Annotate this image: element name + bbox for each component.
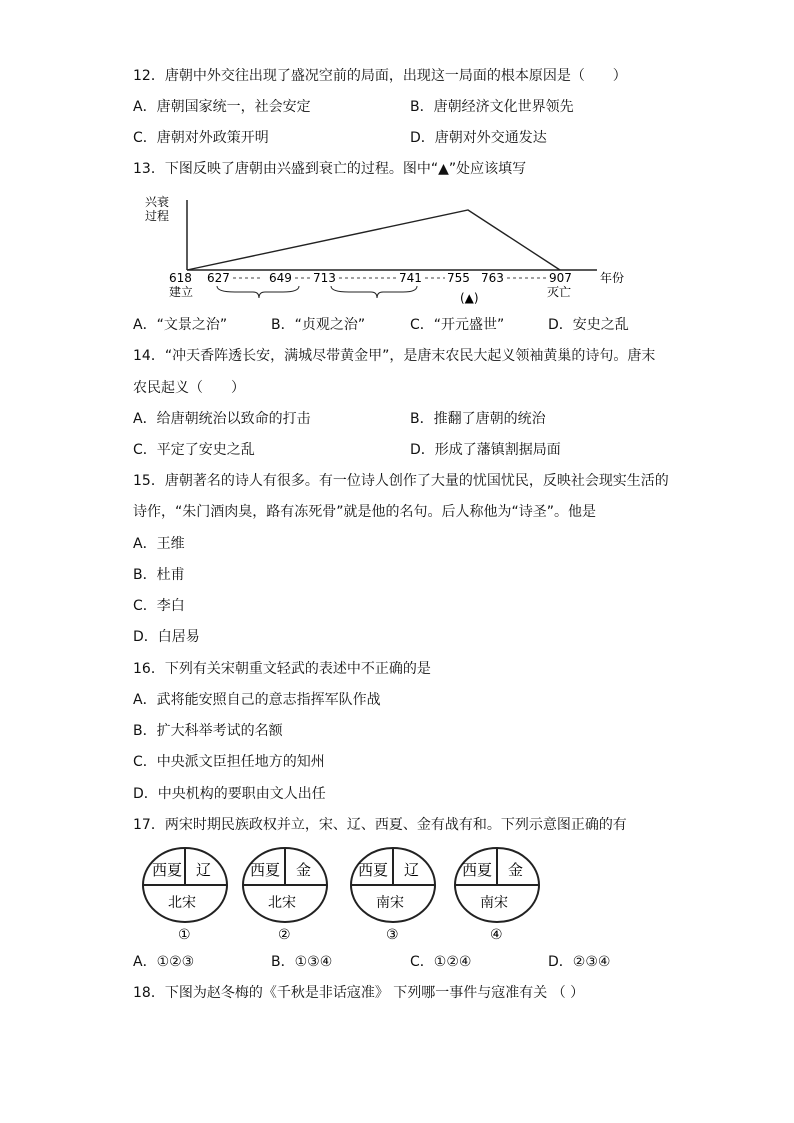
q12-option-a: A．唐朝国家统一，社会安定 [133, 99, 311, 115]
d2-right: 金 [296, 861, 312, 879]
label-907: 灭亡 [547, 285, 572, 299]
q14-option-b: B．推翻了唐朝的统治 [410, 411, 546, 427]
q17-option-c: C．①②④ [410, 954, 472, 970]
q14-option-c: C．平定了安史之乱 [133, 442, 255, 458]
q16-option-b: B．扩大科举考试的名额 [133, 723, 283, 739]
d1-num: ① [178, 927, 191, 943]
q12-option-d: D．唐朝对外交通发达 [410, 130, 547, 146]
brace-713-741 [331, 286, 417, 298]
q12-stem: 12．唐朝中外交往出现了盛况空前的局面，出现这一局面的根本原因是（ ） [133, 68, 627, 84]
brace-627-649 [217, 286, 299, 298]
y-label-1: 兴衰 [145, 195, 170, 209]
diagram-4 [452, 845, 542, 943]
q15-stem-line1: 15．唐朝著名的诗人有很多。有一位诗人创作了大量的忧国忧民，反映社会现实生活的 [133, 473, 669, 489]
q14-option-a: A．给唐朝统治以致命的打击 [133, 411, 311, 427]
tick-713: 713 [313, 271, 336, 285]
x-label: 年份 [600, 271, 625, 285]
q14-option-d: D．形成了藩镇割据局面 [410, 442, 561, 458]
q15-option-b: B．杜甫 [133, 567, 185, 583]
q17-stem: 17．两宋时期民族政权并立，宋、辽、西夏、金有战有和。下列示意图正确的有 [133, 817, 627, 833]
d4-num: ④ [490, 927, 503, 943]
d3-right: 辽 [404, 861, 420, 879]
q17-diagrams [140, 845, 600, 943]
q12-option-b: B．唐朝经济文化世界领先 [410, 99, 574, 115]
d3-left: 西夏 [358, 861, 389, 879]
q13-option-a: A．“文景之治” [133, 317, 228, 333]
q14-stem-line1: 14．“冲天香阵透长安，满城尽带黄金甲”，是唐末农民大起义领袖黄巢的诗句。唐末 [133, 348, 656, 364]
d4-right: 金 [508, 861, 524, 879]
q16-option-c: C．中央派文臣担任地方的知州 [133, 754, 325, 770]
q18-stem: 18．下图为赵冬梅的《千秋是非话寇准》 下列哪一事件与寇准有关 （ ） [133, 985, 585, 1001]
d1-right: 辽 [196, 861, 212, 879]
q13-option-b: B．“贞观之治” [271, 317, 366, 333]
q13-stem: 13．下图反映了唐朝由兴盛到衰亡的过程。图中“▲”处应该填写 [133, 161, 527, 177]
q15-option-d: D．白居易 [133, 629, 200, 645]
triangle-blank: (▲) [460, 291, 479, 305]
label-618: 建立 [169, 285, 194, 299]
diagram-2 [240, 845, 330, 943]
q16-stem: 16．下列有关宋朝重文轻武的表述中不正确的是 [133, 661, 431, 677]
tick-741: 741 [399, 271, 422, 285]
d2-left: 西夏 [250, 861, 281, 879]
q13-option-d: D．安史之乱 [548, 317, 629, 333]
d3-bottom: 南宋 [376, 895, 404, 911]
q12-option-c: C．唐朝对外政策开明 [133, 130, 269, 146]
d2-bottom: 北宋 [268, 895, 296, 911]
diagram-3 [348, 845, 438, 943]
d4-left: 西夏 [462, 861, 493, 879]
diagram-1 [140, 845, 230, 943]
q16-option-a: A．武将能安照自己的意志指挥军队作战 [133, 692, 381, 708]
tick-627: 627 [207, 271, 230, 285]
y-label-2: 过程 [145, 209, 170, 223]
q17-option-b: B．①③④ [271, 954, 333, 970]
q16-option-d: D．中央机构的要职由文人出任 [133, 786, 326, 802]
q17-option-a: A．①②③ [133, 954, 195, 970]
d2-num: ② [278, 927, 291, 943]
d4-bottom: 南宋 [480, 895, 508, 911]
tick-755: 755 [447, 271, 470, 285]
tang-rise-fall-figure [135, 190, 655, 310]
q14-stem-line2: 农民起义（ ） [133, 380, 245, 396]
q15-option-a: A．王维 [133, 536, 185, 552]
rise-fall-line [187, 210, 560, 270]
tick-907: 907 [549, 271, 572, 285]
d3-num: ③ [386, 927, 399, 943]
d1-bottom: 北宋 [168, 895, 196, 911]
tick-763: 763 [481, 271, 504, 285]
q15-stem-line2: 诗作，“朱门酒肉臭，路有冻死骨”就是他的名句。后人称他为“诗圣”。他是 [133, 504, 597, 520]
q17-option-d: D．②③④ [548, 954, 611, 970]
q13-option-c: C．“开元盛世” [410, 317, 505, 333]
tick-649: 649 [269, 271, 292, 285]
tick-618: 618 [169, 271, 192, 285]
q15-option-c: C．李白 [133, 598, 185, 614]
d1-left: 西夏 [152, 861, 183, 879]
